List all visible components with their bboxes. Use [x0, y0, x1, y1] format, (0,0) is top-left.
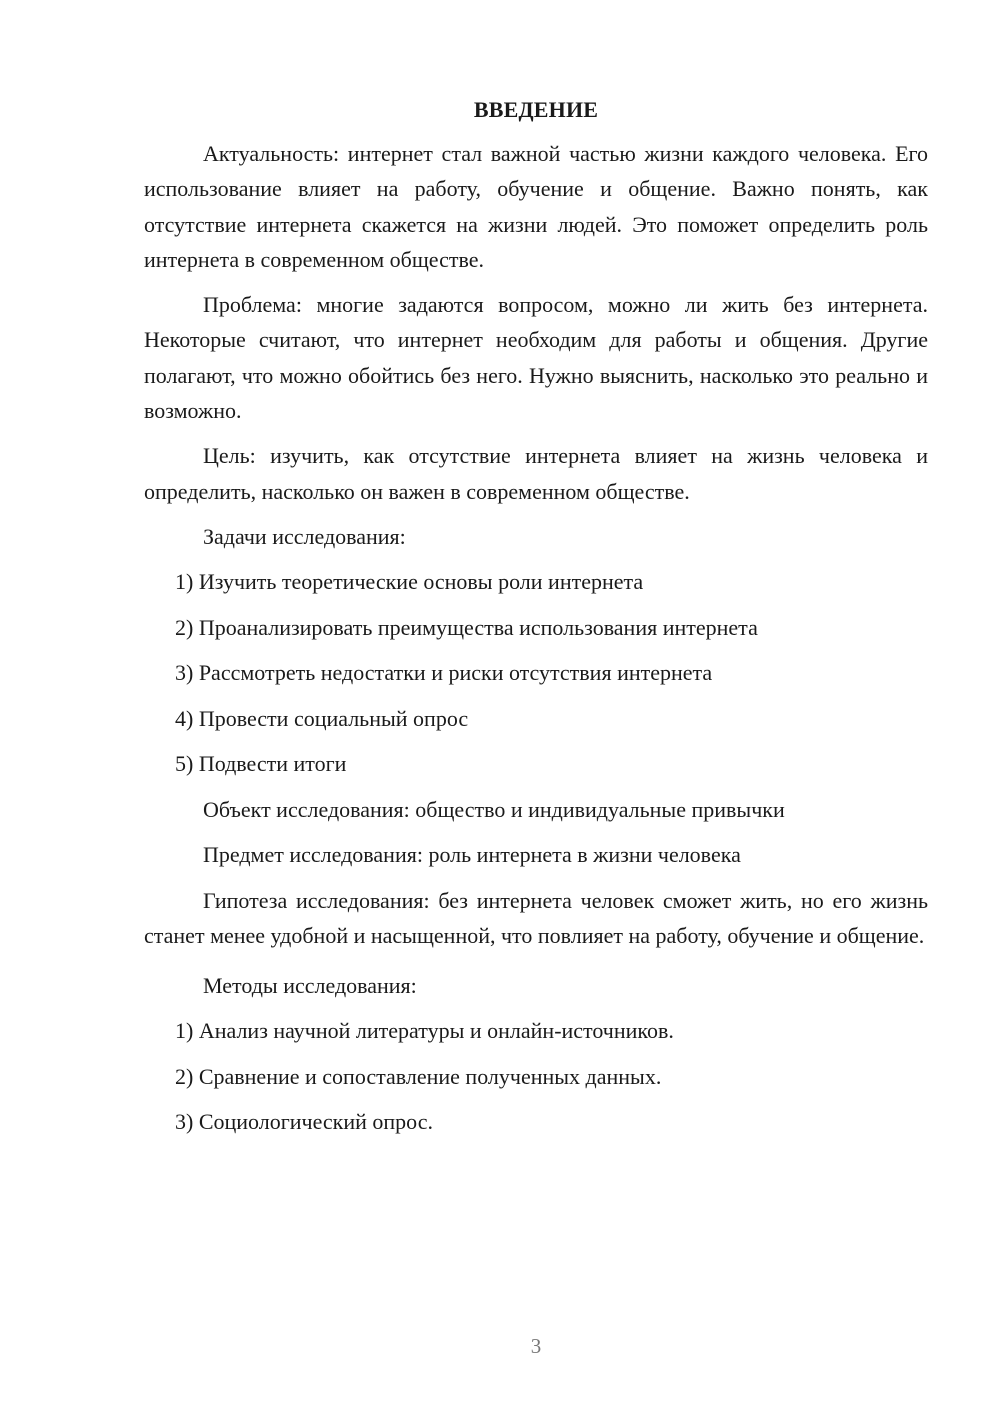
page-number: 3: [530, 1334, 542, 1358]
subject-line: Предмет исследования: роль интернета в жизни человека: [203, 842, 741, 868]
tasks-list: [144, 564, 928, 781]
object-line: Объект исследования: общество и индивидуальные привычки: [203, 796, 785, 822]
list-item: 1) Изучить теоретические основы роли интернета: [175, 569, 644, 595]
relevance-paragraph: Актуальность: интернет стал важной частью жизни каждого человека. Его использование влияет на работу, обучение и общение. Важно понять, как отсутствие интернета скажется на жизни людей. Это поможет определить роль интернета в современном обществе.: [144, 141, 928, 272]
list-item: 2) Проанализировать преимущества использования интернета: [175, 614, 758, 640]
goal-paragraph: Цель: изучить, как отсутствие интернета влияет на жизнь человека и определить, насколько он важен в современном обществе.: [144, 443, 928, 504]
list-item: 2) Сравнение и сопоставление полученных данных.: [175, 1063, 662, 1089]
page-title: ВВЕДЕНИЕ: [473, 97, 599, 122]
methods-heading: Методы исследования:: [203, 972, 417, 998]
problem-paragraph: Проблема: многие задаются вопросом, можно ли жить без интернета. Некоторые считают, что интернет необходим для работы и общения. Другие полагают, что можно обойтись без него. Нужно выяснить, насколько это реально и возможно.: [144, 292, 928, 424]
list-item: 5) Подвести итоги: [175, 751, 347, 777]
list-item: 1) Анализ научной литературы и онлайн-источников.: [175, 1018, 674, 1044]
methods-list: [144, 1013, 928, 1139]
hypothesis-paragraph: Гипотеза исследования: без интернета человек сможет жить, но его жизнь станет менее удобной и насыщенной, что повлияет на работу, обучение и общение.: [144, 887, 928, 949]
document-page: [144, 90, 928, 1150]
list-item: 4) Провести социальный опрос: [175, 705, 469, 731]
tasks-heading: Задачи исследования:: [203, 523, 406, 549]
list-item: 3) Социологический опрос.: [175, 1109, 433, 1135]
list-item: 3) Рассмотреть недостатки и риски отсутствия интернета: [175, 660, 713, 686]
